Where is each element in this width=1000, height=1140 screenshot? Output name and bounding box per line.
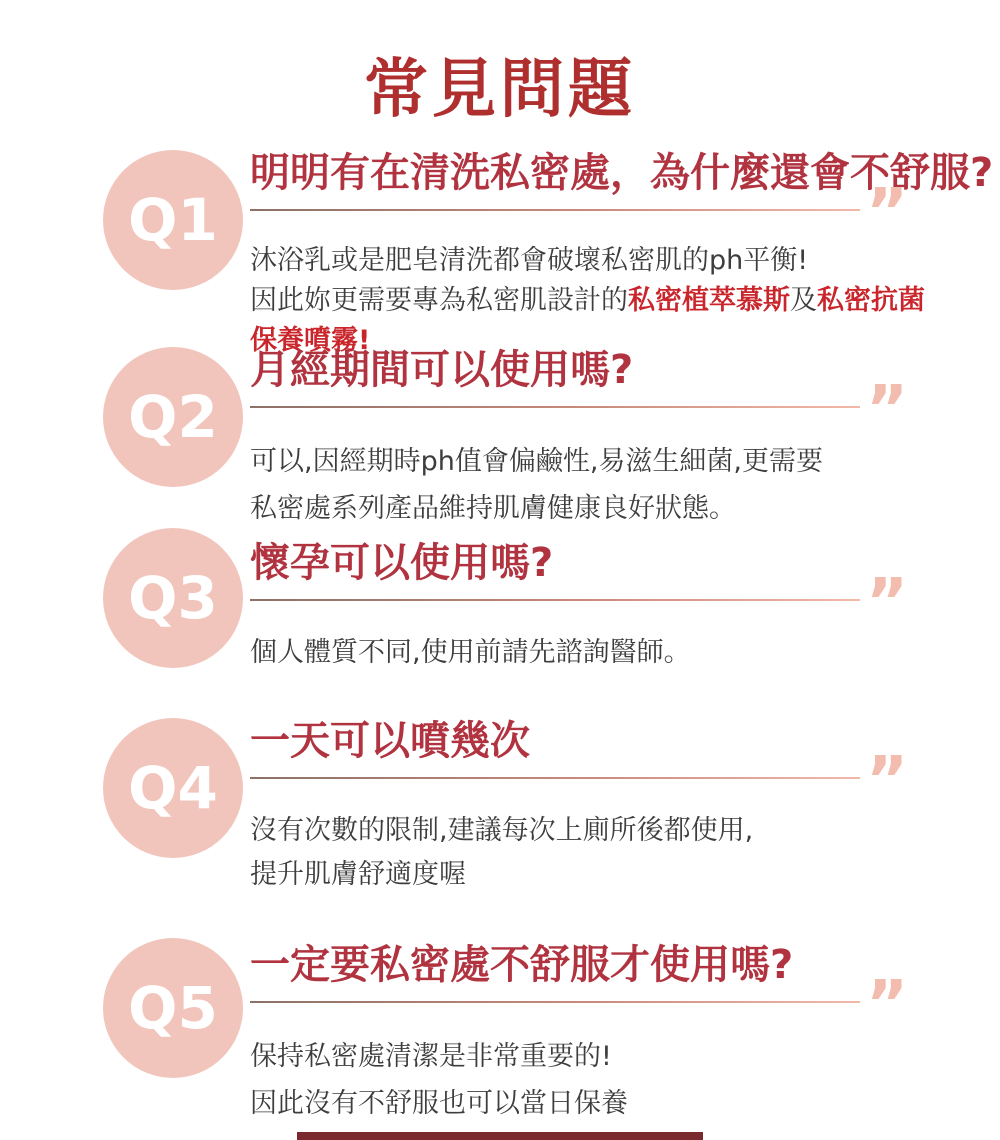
- question-badge-q5: [103, 938, 243, 1078]
- faq-item-q1: [103, 150, 994, 361]
- question-title: 一定要私密處不舒服才使用嗎?: [250, 942, 794, 988]
- divider-row: [250, 566, 950, 640]
- question-title: 懷孕可以使用嗎?: [250, 540, 554, 586]
- faq-item-q4: [103, 718, 953, 897]
- question-badge-q2: [103, 347, 243, 487]
- question-badge-q3: [103, 528, 243, 668]
- divider-row: [250, 744, 950, 818]
- answer-text: [250, 241, 950, 361]
- divider-line: [250, 777, 860, 779]
- answer-line: 私密處系列產品維持肌膚健康良好狀態。: [250, 493, 736, 524]
- answer-highlight: 私密植萃慕斯: [628, 285, 790, 316]
- answer-segment: 及: [790, 285, 817, 316]
- answer-line: 個人體質不同,使用前請先諮詢醫師。: [250, 637, 691, 668]
- answer-segment: 因此妳更需要專為私密肌設計的: [250, 285, 628, 316]
- badge-label: Q1: [128, 186, 218, 254]
- answer-line: [250, 241, 950, 281]
- answer-text: [250, 631, 950, 675]
- divider-line: [250, 1001, 860, 1003]
- answer-text: [250, 1033, 950, 1127]
- page-title: 常見問題: [364, 53, 636, 127]
- question-title: 一天可以噴幾次: [250, 718, 530, 764]
- answer-highlight: 保養噴霧!: [250, 325, 371, 356]
- badge-label: Q4: [128, 754, 218, 822]
- question-title: 月經期間可以使用嗎?: [250, 347, 634, 393]
- answer-line: [250, 281, 950, 321]
- question-title: 明明有在清洗私密處，為什麼還會不舒服?: [250, 150, 994, 196]
- question-badge-q4: [103, 718, 243, 858]
- quote-icon: ”: [866, 744, 909, 818]
- divider-line: [250, 209, 860, 211]
- badge-label: Q5: [128, 974, 218, 1042]
- footer-bar: [297, 1132, 703, 1140]
- answer-line: 提升肌膚舒適度喔: [250, 859, 466, 890]
- answer-line: 保持私密處清潔是非常重要的!: [250, 1041, 612, 1072]
- answer-line: 因此沒有不舒服也可以當日保養: [250, 1088, 628, 1119]
- faq-item-q2: [103, 347, 953, 532]
- faq-item-q5: [103, 938, 953, 1127]
- question-badge-q1: [103, 150, 243, 290]
- quote-icon: ”: [866, 566, 909, 640]
- divider-row: [250, 968, 950, 1042]
- answer-highlight: 私密抗菌: [817, 285, 925, 316]
- divider-line: [250, 599, 860, 601]
- quote-icon: ”: [866, 968, 909, 1042]
- divider-row: [250, 176, 950, 250]
- answer-segment: 沐浴乳或是肥皂清洗都會破壞私密肌的ph平衡!: [250, 245, 809, 276]
- quote-icon: ”: [866, 373, 909, 447]
- badge-label: Q2: [128, 383, 218, 451]
- answer-line: 可以,因經期時ph值會偏鹼性,易滋生細菌,更需要: [250, 446, 823, 477]
- divider-row: [250, 373, 950, 447]
- quote-icon: ”: [866, 176, 909, 250]
- divider-line: [250, 406, 860, 408]
- faq-item-q3: [103, 528, 953, 675]
- answer-text: [250, 438, 950, 532]
- answer-text: [250, 809, 950, 897]
- answer-line: 沒有次數的限制,建議每次上廁所後都使用,: [250, 815, 754, 846]
- badge-label: Q3: [128, 564, 218, 632]
